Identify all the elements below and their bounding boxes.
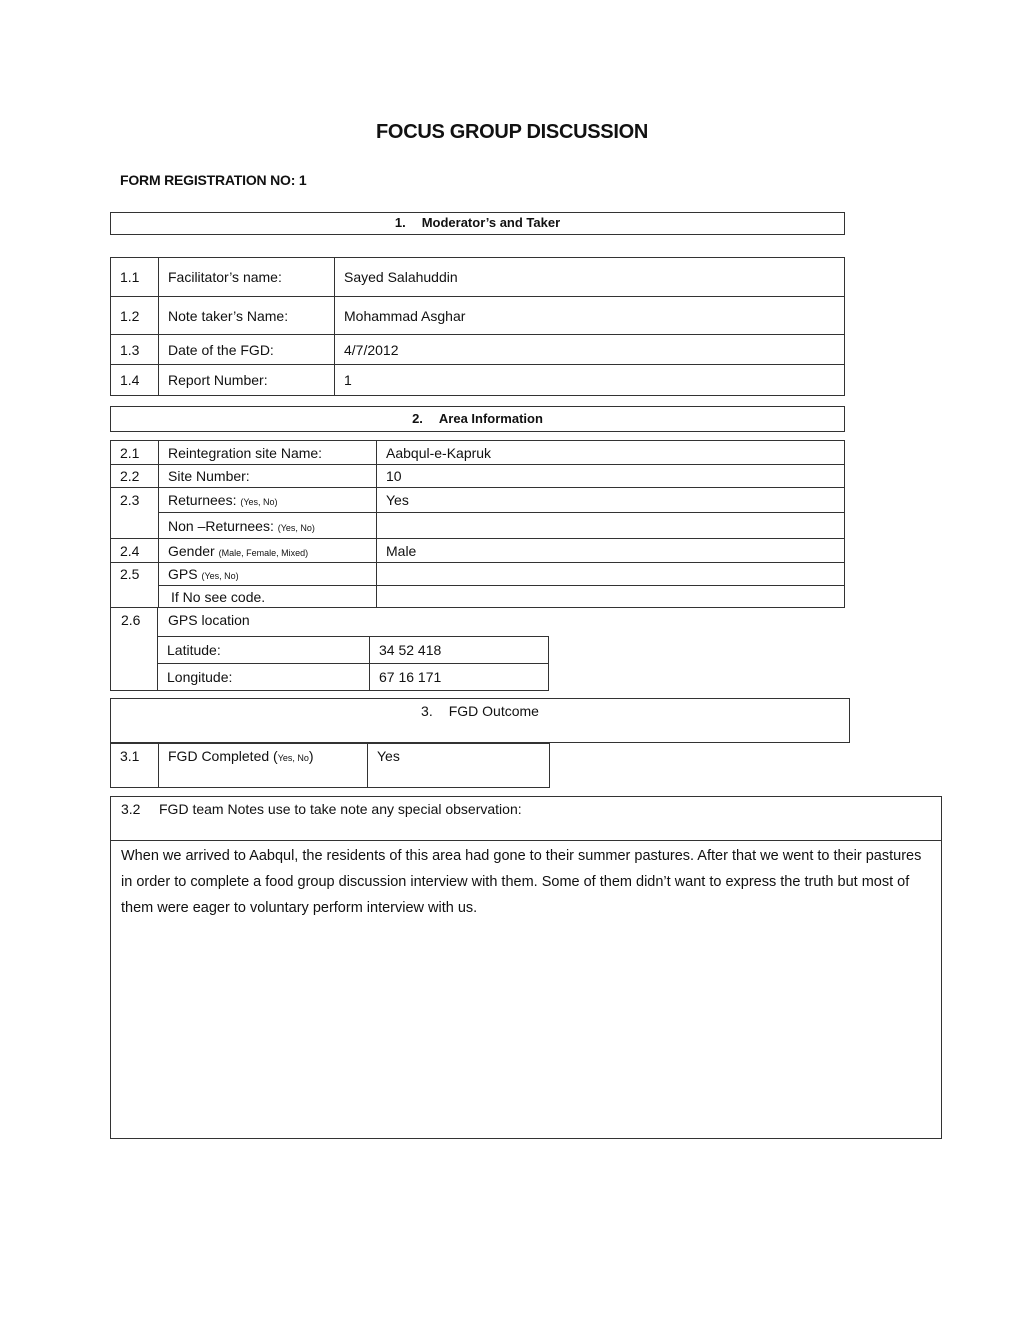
non-returnees-label-cell [159, 513, 377, 539]
fgd-notes-box [110, 796, 942, 1139]
returnees-label: Returnees: [168, 492, 237, 508]
fgd-completed-hint: Yes, No [277, 753, 309, 763]
report-number-label: Report Number: [159, 365, 335, 396]
returnees-label-cell [159, 488, 377, 513]
gps-location-label: GPS location [168, 612, 250, 628]
non-returnees-value [377, 513, 845, 539]
table-row [111, 441, 845, 465]
row-number [111, 586, 159, 608]
section-1-header [110, 212, 845, 235]
site-number-value: 10 [377, 465, 845, 488]
gps-code-value [377, 586, 845, 608]
note-taker-name-value: Mohammad Asghar [335, 297, 845, 335]
non-returnees-label: Non –Returnees: [168, 517, 274, 534]
fgd-completed-value: Yes [368, 744, 550, 788]
table-row [158, 664, 549, 691]
section-1-title: Moderator’s and Taker [421, 215, 561, 230]
row-number: 3.1 [111, 744, 159, 788]
form-registration-number: FORM REGISTRATION NO: 1 [120, 172, 307, 188]
gps-location-block [110, 608, 548, 691]
returnees-value: Yes [377, 488, 845, 513]
row-number [111, 513, 159, 539]
row-number: 1.1 [111, 258, 159, 297]
gps-location-number: 2.6 [121, 612, 141, 628]
site-number-label: Site Number: [159, 465, 377, 488]
row-number: 2.4 [111, 539, 159, 563]
row-number: 3.2 [121, 801, 141, 817]
section-1-number: 1. [394, 215, 406, 230]
longitude-value: 67 16 171 [370, 664, 549, 691]
fgd-notes-label: FGD team Notes use to take note any special observation: [159, 801, 522, 817]
latitude-label: Latitude: [158, 637, 370, 664]
section-2-header [110, 406, 845, 432]
table-row [111, 539, 845, 563]
row-number: 1.2 [111, 297, 159, 335]
table-row [111, 563, 845, 586]
non-returnees-hint: (Yes, No) [277, 522, 315, 533]
fgd-completed-label: FGD Completed ( [168, 748, 278, 764]
table-row [111, 744, 550, 788]
table-row [158, 637, 549, 664]
latitude-value: 34 52 418 [370, 637, 549, 664]
table-row [111, 258, 845, 297]
row-number: 2.5 [111, 563, 159, 586]
moderator-table [110, 257, 845, 396]
report-number-value: 1 [335, 365, 845, 396]
table-row [111, 297, 845, 335]
row-number: 2.1 [111, 441, 159, 465]
gps-hint: (Yes, No) [201, 571, 239, 581]
section-3-title: FGD Outcome [448, 703, 539, 719]
facilitator-name-label: Facilitator’s name: [159, 258, 335, 297]
page-title: FOCUS GROUP DISCUSSION [376, 121, 648, 143]
fgd-completed-table [110, 743, 550, 788]
table-row [111, 335, 845, 365]
fgd-notes-header [111, 797, 941, 841]
returnees-hint: (Yes, No) [240, 497, 278, 507]
gps-value [377, 563, 845, 586]
row-number: 1.4 [111, 365, 159, 396]
table-row [111, 586, 845, 608]
gps-label: GPS [168, 566, 198, 582]
section-3-number: 3. [421, 703, 433, 719]
fgd-completed-label-end: ) [308, 748, 314, 764]
gender-label-cell [159, 539, 377, 563]
gender-label: Gender [168, 542, 215, 559]
table-row [111, 488, 845, 513]
table-row [111, 465, 845, 488]
longitude-label: Longitude: [158, 664, 370, 691]
section-2-title: Area Information [438, 411, 543, 426]
fgd-date-label: Date of the FGD: [159, 335, 335, 365]
site-name-value: Aabqul-e-Kapruk [377, 441, 845, 465]
area-information-table [110, 440, 845, 608]
table-row [111, 365, 845, 396]
gps-label-cell [159, 563, 377, 586]
row-number: 1.3 [111, 335, 159, 365]
row-number: 2.2 [111, 465, 159, 488]
section-3-header [110, 698, 850, 743]
gps-coordinates-table [157, 636, 549, 691]
section-2-number: 2. [412, 411, 423, 426]
site-name-label: Reintegration site Name: [159, 441, 377, 465]
fgd-completed-label-cell [159, 744, 368, 788]
fgd-date-value: 4/7/2012 [335, 335, 845, 365]
gender-value: Male [377, 539, 845, 563]
gender-hint: (Male, Female, Mixed) [218, 547, 309, 558]
table-row [111, 513, 845, 539]
note-taker-name-label: Note taker’s Name: [159, 297, 335, 335]
row-number: 2.3 [111, 488, 159, 513]
facilitator-name-value: Sayed Salahuddin [335, 258, 845, 297]
gps-code-label: If No see code. [159, 586, 377, 608]
fgd-notes-text: When we arrived to Aabqul, the residents of this area had gone to their summer pastures. After that we went to their pastures in order to complete a food group discussion interview with them. Some of them didn’t want to express the truth but most of them were eager to voluntary perform interview with us. [121, 848, 922, 916]
